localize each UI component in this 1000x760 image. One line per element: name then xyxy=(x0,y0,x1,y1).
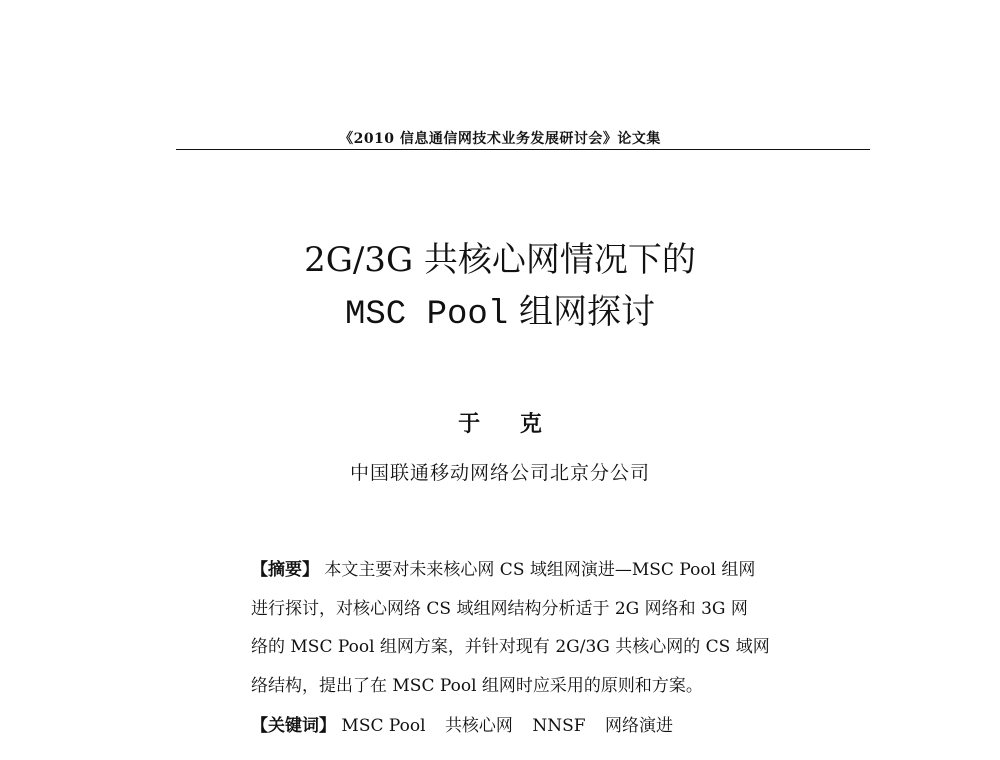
paper-title-cjk: 组网探讨 xyxy=(519,292,656,332)
abstract-text-1: 本文主要对未来核心网 CS 域组网演进—MSC Pool 组网 xyxy=(324,560,756,580)
keyword-item: NNSF xyxy=(532,716,586,736)
abstract-line-3: 络的 MSC Pool 组网方案，并针对现有 2G/3G 共核心网的 CS 域网 xyxy=(251,637,770,657)
author-name: 于 克 xyxy=(458,411,558,437)
keywords-line xyxy=(251,714,673,738)
abstract-line-4: 络结构，提出了在 MSC Pool 组网时应采用的原则和方案。 xyxy=(251,676,703,696)
keyword-item: 网络演进 xyxy=(604,716,673,736)
header-rule xyxy=(176,149,870,150)
paper-title-line-2 xyxy=(0,292,1000,335)
keywords-label: 【关键词】 xyxy=(251,716,336,736)
paper-title-latin: MSC Pool xyxy=(344,296,509,334)
author-affiliation: 中国联通移动网络公司北京分公司 xyxy=(349,462,650,484)
abstract-label: 【摘要】 xyxy=(251,560,319,580)
running-header: 《2010 信息通信网技术业务发展研讨会》论文集 xyxy=(339,131,661,147)
abstract-line-1 xyxy=(251,558,755,582)
keyword-item: 共核心网 xyxy=(444,716,513,736)
keyword-item: MSC Pool xyxy=(341,716,426,736)
paper-title-line-1: 2G/3G 共核心网情况下的 xyxy=(304,240,696,280)
abstract-line-2: 进行探讨，对核心网络 CS 域组网结构分析适于 2G 网络和 3G 网 xyxy=(251,599,748,619)
